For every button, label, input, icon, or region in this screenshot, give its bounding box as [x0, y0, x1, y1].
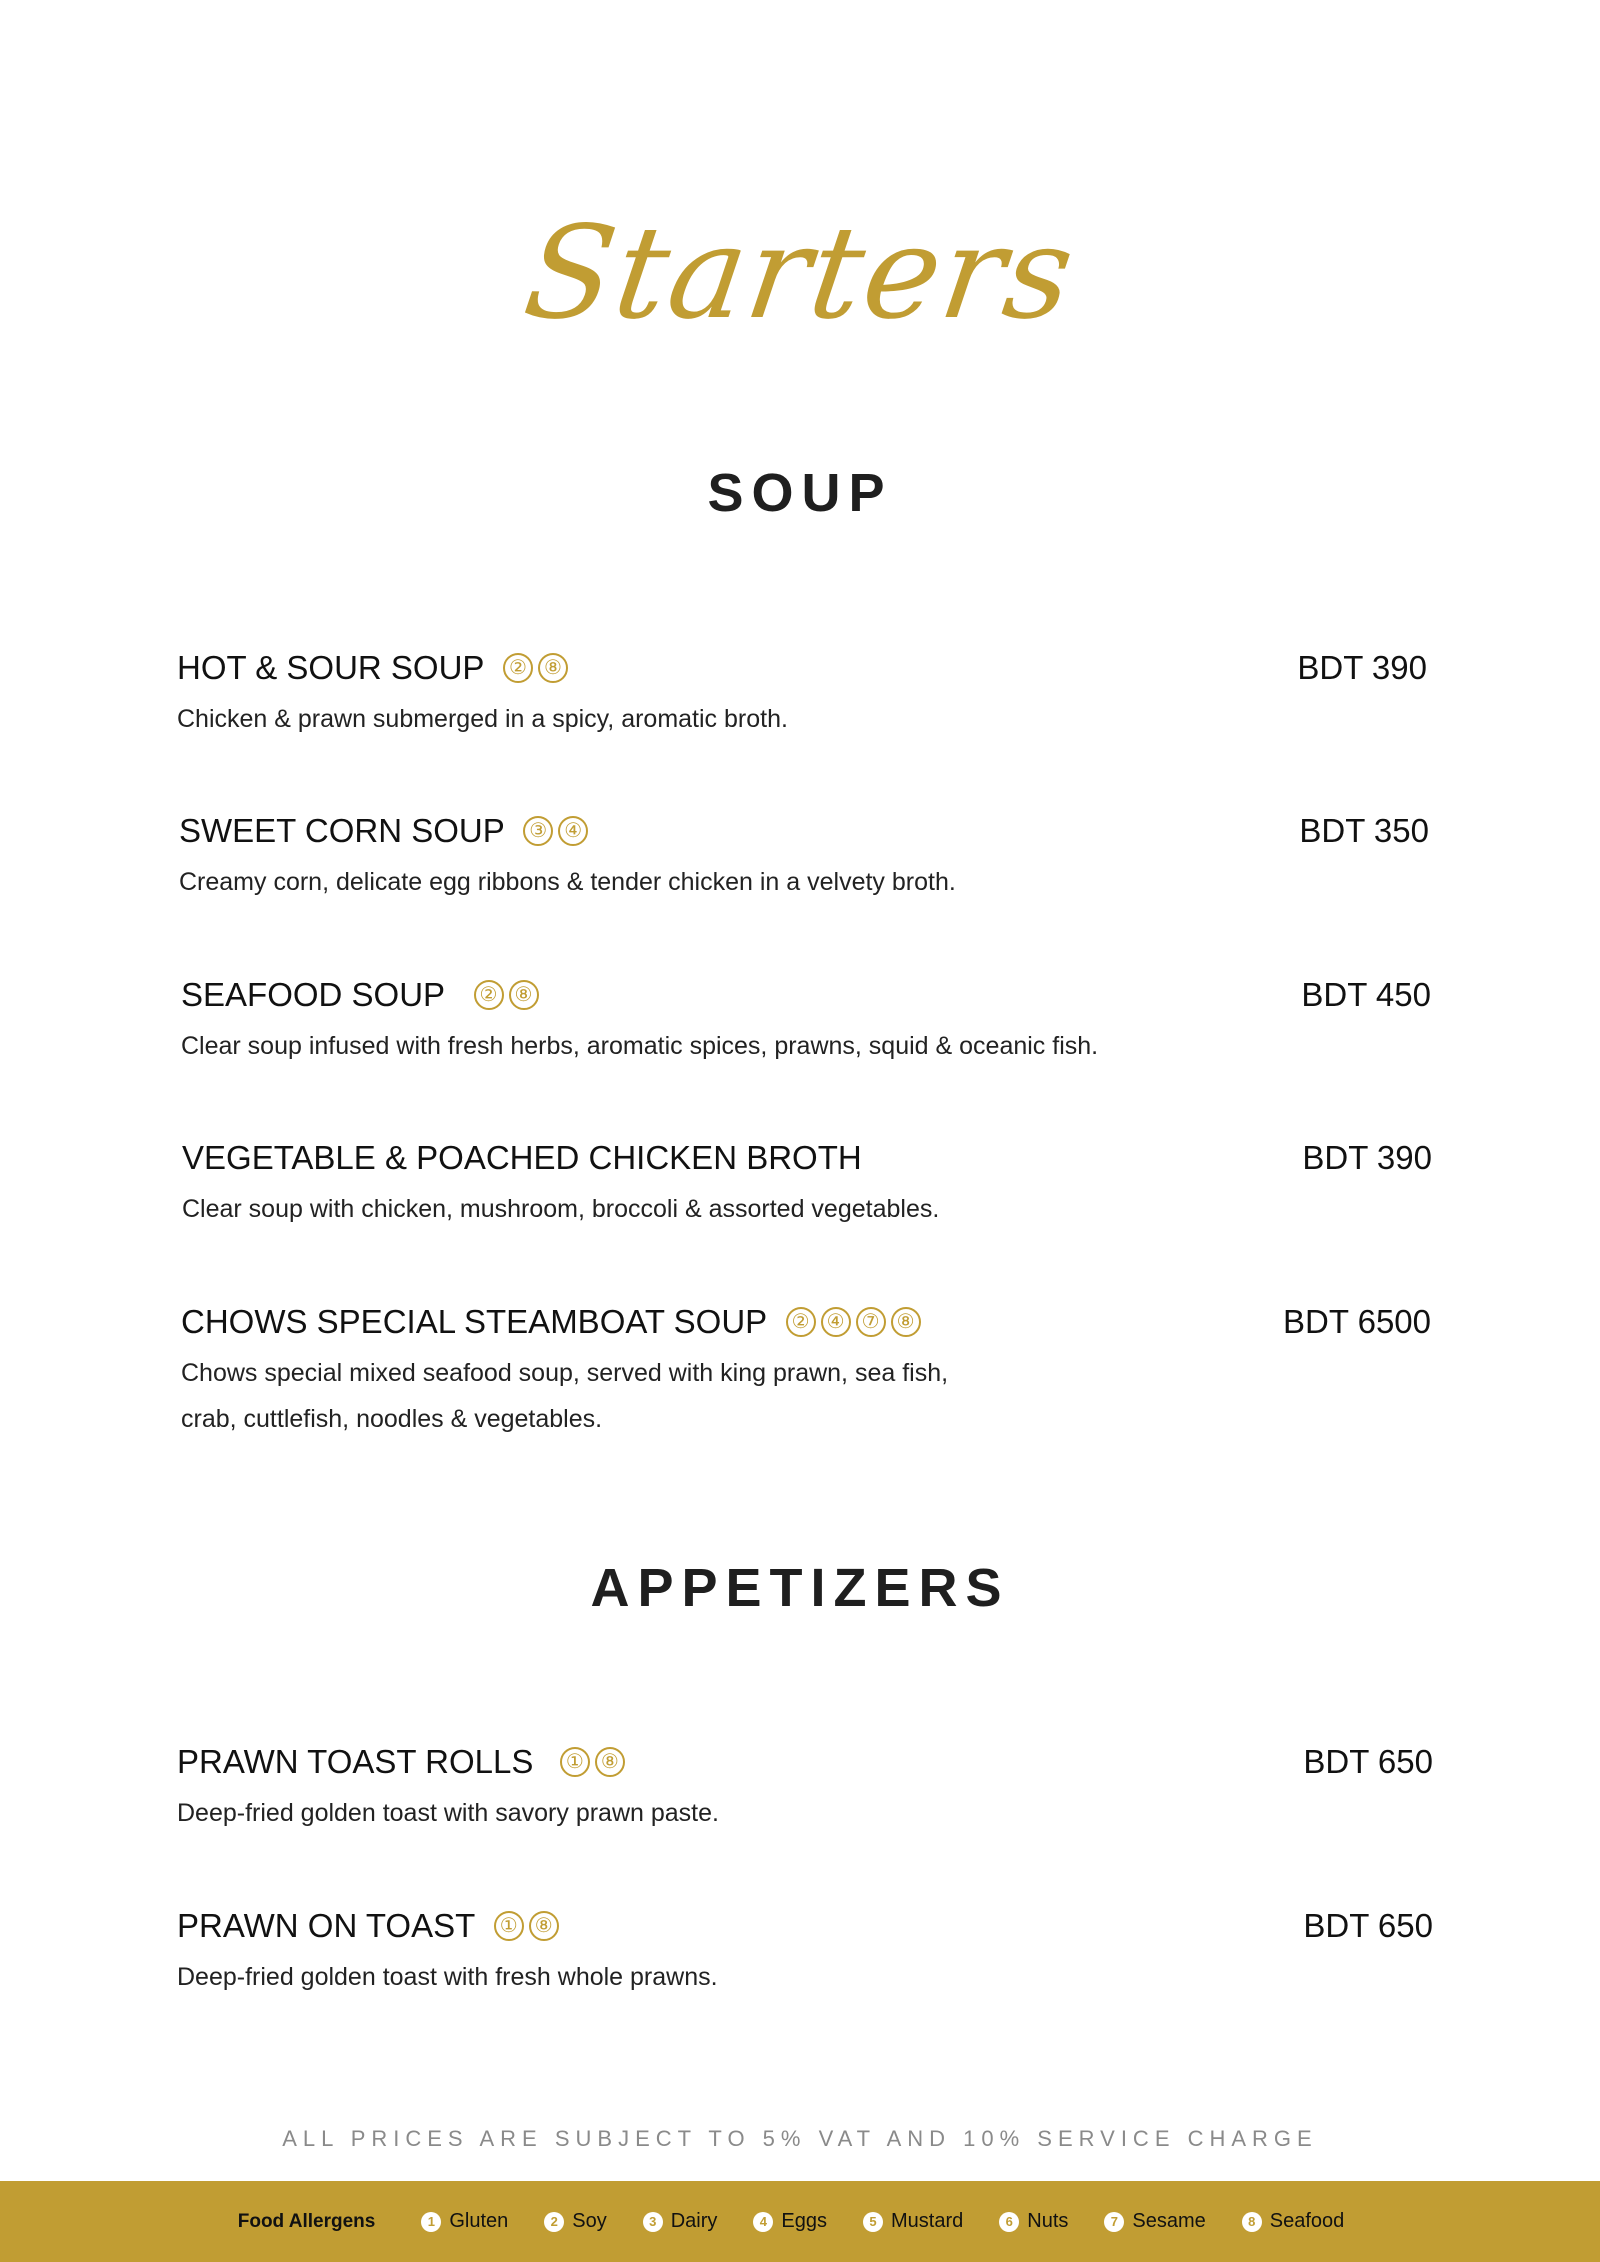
- item-price: BDT 390: [1297, 649, 1427, 686]
- menu-item: [177, 648, 1427, 742]
- item-description-line: crab, cuttlefish, noodles & vegetables.: [181, 1405, 603, 1433]
- legend-item-mustard: [863, 2210, 963, 2233]
- allergen-list: [560, 1742, 630, 1777]
- page-title: Starters: [516, 199, 1084, 348]
- allergen-badge: ①: [560, 1747, 590, 1777]
- allergen-badge: ⑦: [856, 1307, 886, 1337]
- item-description-line: Chows special mixed seafood soup, served with king prawn, sea fish,: [181, 1359, 949, 1387]
- item-description: Deep-fried golden toast with savory prawn paste.: [177, 1799, 719, 1827]
- allergen-badge: ②: [503, 653, 533, 683]
- allergen-badge: ①: [494, 1911, 524, 1941]
- item-description: [181, 1350, 1181, 1442]
- allergen-badge: ③: [523, 816, 553, 846]
- item-name: CHOWS SPECIAL STEAMBOAT SOUP: [181, 1303, 768, 1340]
- legend-label: Gluten: [449, 2210, 509, 2232]
- allergen-number-icon: 1: [421, 2212, 441, 2232]
- item-name: PRAWN TOAST ROLLS: [177, 1743, 534, 1780]
- menu-item: [179, 811, 1429, 905]
- allergen-number-icon: 4: [753, 2212, 773, 2232]
- item-description: Clear soup infused with fresh herbs, aromatic spices, prawns, squid & oceanic fish.: [181, 1032, 1099, 1060]
- allergen-number-icon: 2: [544, 2212, 564, 2232]
- legend-item-nuts: [999, 2210, 1068, 2233]
- legend-label: Mustard: [891, 2210, 964, 2232]
- allergen-badge: ⑧: [595, 1747, 625, 1777]
- legend-label: Dairy: [670, 2210, 718, 2232]
- allergen-list: [503, 648, 573, 683]
- item-name: SWEET CORN SOUP: [179, 812, 505, 849]
- allergen-badge: ⑧: [891, 1307, 921, 1337]
- allergen-number-icon: 7: [1104, 2212, 1124, 2232]
- legend-item-eggs: [753, 2210, 827, 2233]
- legend-item-dairy: [643, 2210, 718, 2233]
- menu-item: [182, 1138, 1432, 1232]
- allergen-number-icon: 8: [1242, 2212, 1262, 2232]
- item-price: BDT 6500: [1283, 1303, 1431, 1340]
- allergen-badge: ④: [821, 1307, 851, 1337]
- allergen-badge: ④: [558, 816, 588, 846]
- allergen-badge: ⑧: [509, 980, 539, 1010]
- allergen-footer: [0, 2181, 1600, 2262]
- legend-item-sesame: [1104, 2210, 1205, 2233]
- menu-item: [181, 1302, 1431, 1442]
- item-name: VEGETABLE & POACHED CHICKEN BROTH: [182, 1139, 862, 1176]
- item-price: BDT 450: [1301, 976, 1431, 1013]
- legend-label: Seafood: [1269, 2210, 1345, 2232]
- item-description: Deep-fried golden toast with fresh whole prawns.: [177, 1963, 718, 1991]
- allergen-badge: ②: [786, 1307, 816, 1337]
- menu-item: [177, 1742, 1433, 1836]
- allergen-badge: ⑧: [538, 653, 568, 683]
- item-name: HOT & SOUR SOUP: [177, 649, 485, 686]
- legend-label: Eggs: [781, 2210, 827, 2232]
- legend-item-gluten: [421, 2210, 508, 2233]
- item-description: Clear soup with chicken, mushroom, broccoli & assorted vegetables.: [182, 1195, 940, 1223]
- allergen-number-icon: 5: [863, 2212, 883, 2232]
- allergen-list: [786, 1302, 926, 1337]
- item-price: BDT 650: [1303, 1907, 1433, 1944]
- item-name: PRAWN ON TOAST: [177, 1907, 476, 1944]
- item-description: Chicken & prawn submerged in a spicy, aromatic broth.: [177, 705, 788, 733]
- footer-label: Food Allergens: [237, 2210, 376, 2232]
- allergen-list: [474, 975, 544, 1010]
- allergen-list: [523, 811, 593, 846]
- vat-note: ALL PRICES ARE SUBJECT TO 5% VAT AND 10% SERVICE CHARGE: [282, 2126, 1318, 2151]
- item-price: BDT 650: [1303, 1743, 1433, 1780]
- legend-label: Nuts: [1027, 2210, 1069, 2232]
- menu-item: [181, 975, 1431, 1069]
- menu-item: [177, 1906, 1433, 2000]
- item-price: BDT 350: [1299, 812, 1429, 849]
- item-price: BDT 390: [1302, 1139, 1432, 1176]
- item-name: SEAFOOD SOUP: [181, 976, 446, 1013]
- legend-label: Soy: [572, 2210, 607, 2232]
- soup-heading: SOUP: [707, 463, 893, 523]
- item-description: Creamy corn, delicate egg ribbons & tender chicken in a velvety broth.: [179, 868, 956, 896]
- allergen-badge: ⑧: [529, 1911, 559, 1941]
- legend-item-seafood: [1242, 2210, 1345, 2233]
- allergen-number-icon: 6: [999, 2212, 1019, 2232]
- appetizers-heading: APPETIZERS: [590, 1558, 1010, 1618]
- allergen-list: [494, 1906, 564, 1941]
- legend-item-soy: [544, 2210, 606, 2233]
- legend-label: Sesame: [1132, 2210, 1206, 2232]
- allergen-number-icon: 3: [643, 2212, 663, 2232]
- allergen-badge: ②: [474, 980, 504, 1010]
